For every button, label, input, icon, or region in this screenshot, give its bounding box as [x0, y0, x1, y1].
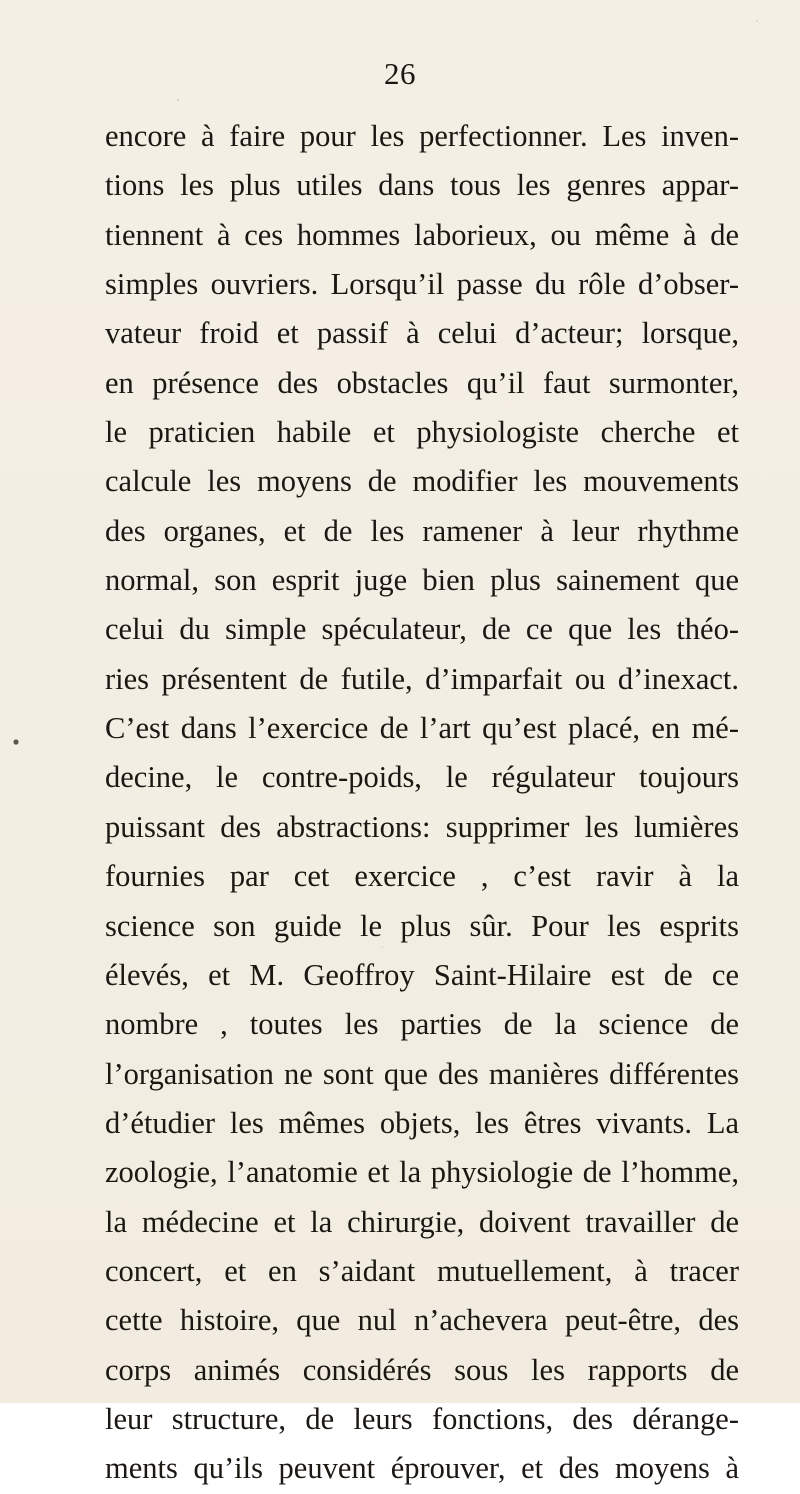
paper-speck [756, 20, 758, 22]
text-line: concert, et en s’aidant mutuellement, à tracer [105, 1253, 739, 1288]
text-line: cette histoire, que nul n’achevera peut-être, des [105, 1303, 739, 1338]
text-line: corps animés considérés sous les rapports de [105, 1352, 739, 1387]
text-line: vateur froid et passif à celui d’acteur; lorsque, [105, 316, 739, 351]
text-line: tions les plus utiles dans tous les genres appar- [105, 168, 739, 203]
text-line: ries présentent de futile, d’imparfait ou d’inexact. [105, 661, 739, 696]
text-line: d’étudier les mêmes objets, les êtres vivants. La [105, 1105, 739, 1140]
text-line: des organes, et de les ramener à leur rhythme [105, 513, 739, 548]
text-line: C’est dans l’exercice de l’art qu’est placé, en mé- [105, 711, 739, 746]
text-line: zoologie, l’anatomie et la physiologie de l’homme, [105, 1155, 739, 1190]
text-line: nombre , toutes les parties de la science de [105, 1007, 739, 1042]
text-line: tiennent à ces hommes laborieux, ou même à de [105, 217, 739, 252]
text-line: ments qu’ils peuvent éprouver, et des moyens à [105, 1451, 739, 1486]
text-line: celui du simple spéculateur, de ce que les théo- [105, 612, 739, 647]
paper-speck [177, 99, 179, 101]
text-line: science son guide le plus sûr. Pour les esprits [105, 908, 739, 943]
text-line: calcule les moyens de modifier les mouvements [105, 464, 739, 499]
text-line: simples ouvriers. Lorsqu’il passe du rôle d’obser- [105, 267, 739, 302]
paper-speck [13, 739, 18, 744]
text-line: leur structure, de leurs fonctions, des dérange- [105, 1401, 739, 1436]
body-text [105, 112, 739, 1494]
text-line: decine, le contre-poids, le régulateur toujours [105, 760, 739, 795]
text-line: encore à faire pour les perfectionner. Les inven- [105, 119, 739, 153]
text-line: l’organisation ne sont que des manières différentes [105, 1056, 739, 1091]
text-line: le praticien habile et physiologiste cherche et [105, 415, 739, 450]
text-line: fournies par cet exercice , c’est ravir à la [105, 859, 739, 894]
text-line: élevés, et M. Geoffroy Saint-Hilaire est de ce [105, 957, 739, 992]
text-line: normal, son esprit juge bien plus sainement que [105, 563, 739, 598]
text-line: puissant des abstractions: supprimer les lumières [105, 809, 739, 844]
page-number: 26 [384, 56, 416, 91]
text-line: la médecine et la chirurgie, doivent travailler de [105, 1204, 739, 1239]
text-line: en présence des obstacles qu’il faut surmonter, [105, 365, 739, 400]
